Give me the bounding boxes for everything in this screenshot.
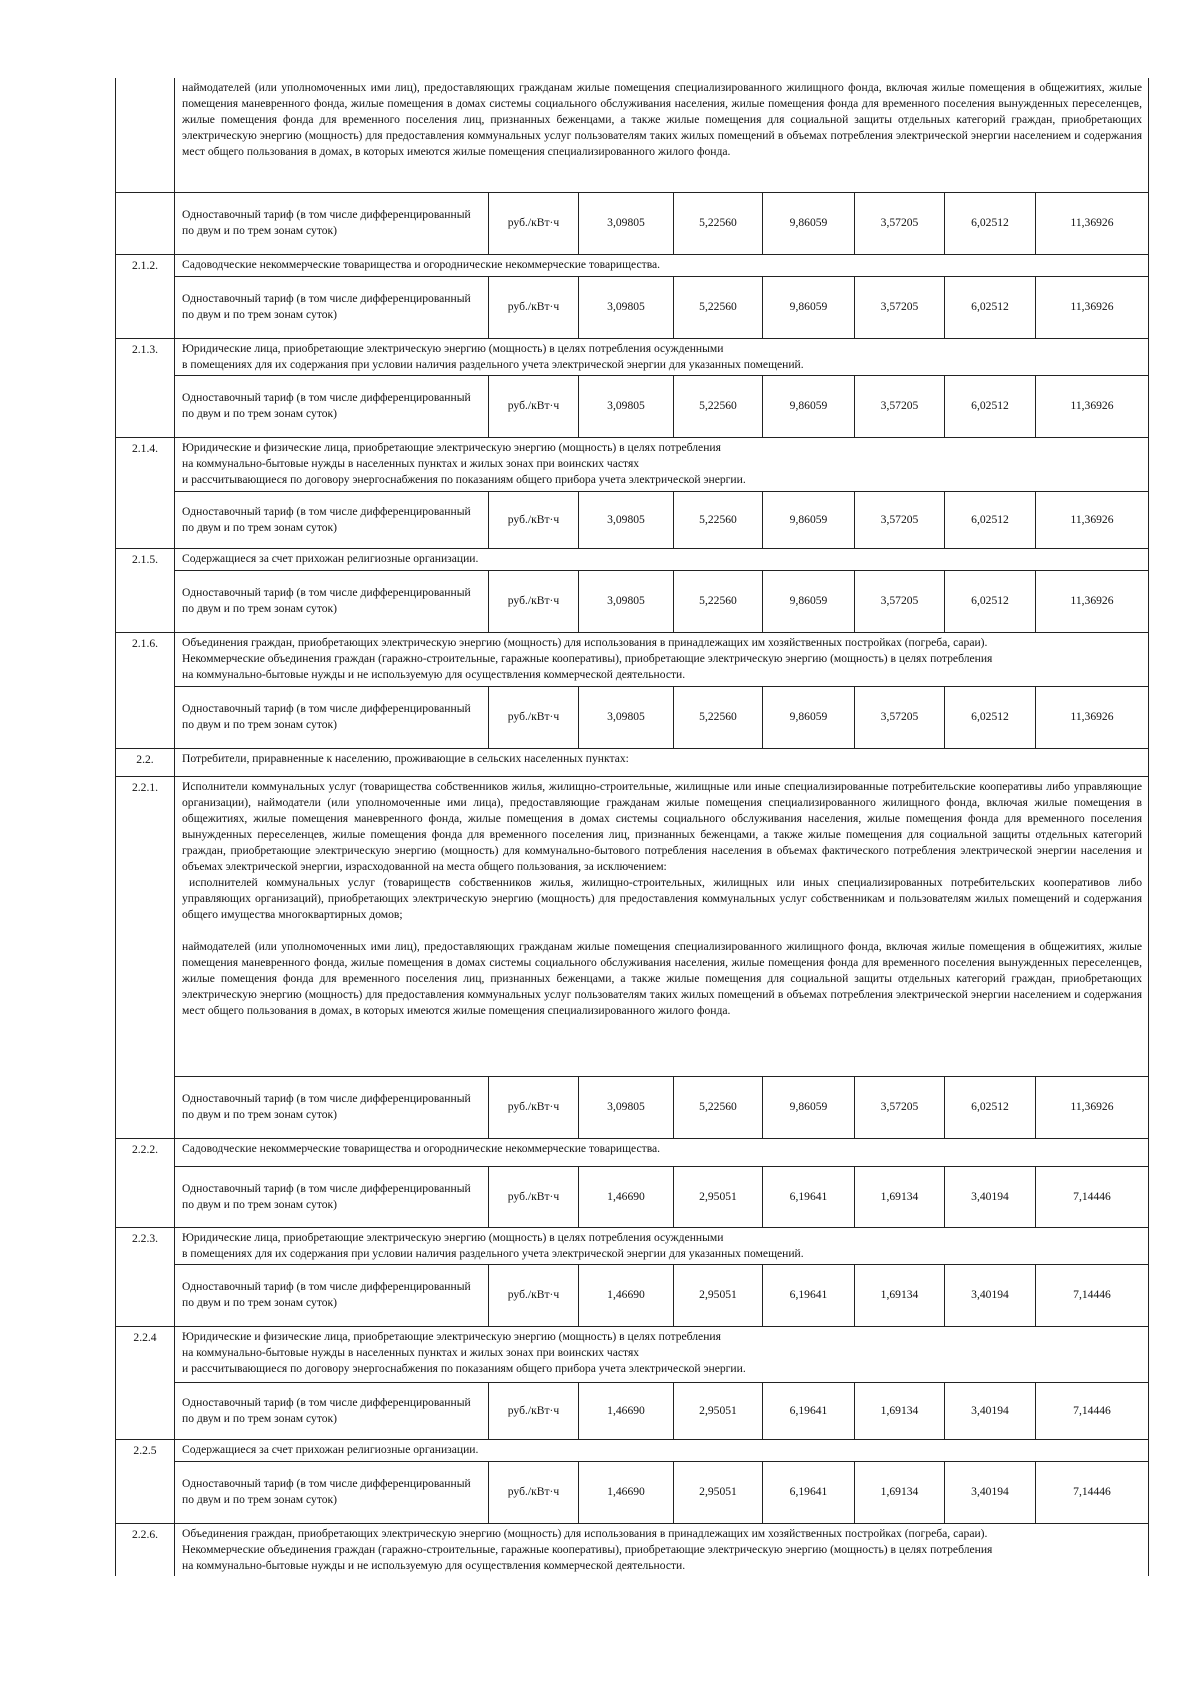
value-cell: 3,09805 — [579, 192, 674, 254]
value-cell: 3,57205 — [855, 375, 945, 437]
value-cell: 11,36926 — [1036, 192, 1149, 254]
section-number: 2.2.2. — [116, 1138, 175, 1227]
value-cell: 6,02512 — [945, 686, 1036, 748]
section-header-row — [116, 1138, 1149, 1166]
section-description — [175, 338, 1149, 375]
unit-cell: руб./кВт·ч — [489, 686, 579, 748]
section-number: 2.2.1. — [116, 776, 175, 1138]
value-cell: 3,40194 — [945, 1382, 1036, 1439]
tariff-row — [116, 375, 1149, 437]
description-line: на коммунально-бытовые нужды в населенных пунктах и жилых зонах при воинских частях — [182, 456, 640, 470]
section-header-row — [116, 1523, 1149, 1576]
value-cell: 3,57205 — [855, 192, 945, 254]
value-cell: 11,36926 — [1036, 686, 1149, 748]
section-description — [175, 1227, 1149, 1264]
value-cell: 9,86059 — [763, 491, 855, 548]
value-cell: 3,57205 — [855, 570, 945, 632]
value-cell: 1,46690 — [579, 1461, 674, 1523]
description-line: Юридические и физические лица, приобретающие электрическую энергию (мощность) в целях потребления — [182, 440, 721, 454]
tariff-row — [116, 1382, 1149, 1439]
value-cell: 11,36926 — [1036, 491, 1149, 548]
section-header-row — [116, 338, 1149, 375]
section-number: 2.1.3. — [116, 338, 175, 437]
continuation-row — [116, 78, 1149, 192]
value-cell: 5,22560 — [674, 192, 763, 254]
value-cell: 9,86059 — [763, 686, 855, 748]
value-cell: 3,09805 — [579, 570, 674, 632]
value-cell: 1,46690 — [579, 1382, 674, 1439]
unit-cell: руб./кВт·ч — [489, 276, 579, 338]
value-cell: 7,14446 — [1036, 1382, 1149, 1439]
value-cell: 7,14446 — [1036, 1461, 1149, 1523]
value-cell: 1,69134 — [855, 1461, 945, 1523]
tariff-label: Одноставочный тариф (в том числе дифференцированный по двум и по трем зонам суток) — [175, 1382, 489, 1439]
value-cell: 6,19641 — [763, 1264, 855, 1326]
tariff-label: Одноставочный тариф (в том числе дифференцированный по двум и по трем зонам суток) — [175, 1076, 489, 1138]
value-cell: 5,22560 — [674, 686, 763, 748]
value-cell: 5,22560 — [674, 491, 763, 548]
value-cell: 9,86059 — [763, 375, 855, 437]
section-description: Потребители, приравненные к населению, проживающие в сельских населенных пунктах: — [175, 748, 1149, 776]
tariff-label: Одноставочный тариф (в том числе дифференцированный по двум и по трем зонам суток) — [175, 491, 489, 548]
value-cell: 3,40194 — [945, 1166, 1036, 1227]
unit-cell: руб./кВт·ч — [489, 192, 579, 254]
tariff-row — [116, 491, 1149, 548]
description-line: в помещениях для их содержания при условии наличия раздельного учета электрической энергии для указанных помещений. — [182, 357, 804, 371]
description-line: в помещениях для их содержания при условии наличия раздельного учета электрической энергии для указанных помещений. — [182, 1246, 804, 1260]
tariff-row — [116, 1076, 1149, 1138]
tariff-label: Одноставочный тариф (в том числе дифференцированный по двум и по трем зонам суток) — [175, 686, 489, 748]
description-paragraph: Исполнители коммунальных услуг (товарищества собственников жилья, жилищно-строительные, жилищные или иные специализированные потребительские кооперативы либо управляющие организации), наймодатели (или уполномоченные ими лица), предоставляющие гражданам жилые помещения специализированного жилищного фонда, включая жилые помещения в общежитиях, жилые помещения маневренного фонда, жилые помещения в домах системы социального обслуживания населения, жилые помещения фонда для временного поселения вынужденных переселенцев, жилые помещения фонда для временного поселения лиц, признанных беженцами, а также жилые помещения для социальной защиты отдельных категорий граждан, приобретающие электрическую энергию (мощность) для коммунально-бытового потребления населения в объемах фактического потребления электрической энергии населения и объемах электрической энергии, израсходованной на места общего пользования, за исключением: — [182, 779, 1143, 873]
value-cell: 6,02512 — [945, 570, 1036, 632]
description-line: Некоммерческие объединения граждан (гаражно-строительные, гаражные кооперативы), приобретающие электрическую энергию (мощность) в целях потребления — [182, 651, 993, 665]
value-cell: 6,02512 — [945, 276, 1036, 338]
unit-cell: руб./кВт·ч — [489, 1264, 579, 1326]
value-cell: 1,69134 — [855, 1166, 945, 1227]
description-line: Юридические лица, приобретающие электрическую энергию (мощность) в целях потребления осужденными — [182, 1230, 724, 1244]
section-header-row — [116, 776, 1149, 1076]
description-line: и рассчитывающиеся по договору энергоснабжения по показаниям общего прибора учета электрической энергии. — [182, 1361, 746, 1375]
value-cell: 7,14446 — [1036, 1264, 1149, 1326]
description-line: Объединения граждан, приобретающих электрическую энергию (мощность) для использования в принадлежащих им хозяйственных постройках (погреба, сараи). — [182, 635, 988, 649]
value-cell: 3,57205 — [855, 276, 945, 338]
section-header-row — [116, 1227, 1149, 1264]
tariff-label: Одноставочный тариф (в том числе дифференцированный по двум и по трем зонам суток) — [175, 570, 489, 632]
tariff-row — [116, 276, 1149, 338]
value-cell: 1,69134 — [855, 1264, 945, 1326]
value-cell: 3,57205 — [855, 686, 945, 748]
description-paragraph: исполнителей коммунальных услуг (товариществ собственников жилья, жилищно-строительных, жилищных или иных специализированных потребительских кооперативов либо управляющих организаций), приобретающих электрическую энергию (мощность) для предоставления коммунальных услуг собственникам и пользователям жилых помещений и содержания общего имущества многоквартирных домов; — [182, 875, 1143, 921]
section-header-row — [116, 632, 1149, 686]
section-description: Содержащиеся за счет прихожан религиозные организации. — [175, 548, 1149, 570]
section-number: 2.2.6. — [116, 1523, 175, 1576]
description-line: Некоммерческие объединения граждан (гаражно-строительные, гаражные кооперативы), приобретающие электрическую энергию (мощность) в целях потребления — [182, 1542, 993, 1556]
tariff-row — [116, 686, 1149, 748]
section-number: 2.2.5 — [116, 1439, 175, 1523]
value-cell: 5,22560 — [674, 570, 763, 632]
section-description: Содержащиеся за счет прихожан религиозные организации. — [175, 1439, 1149, 1461]
section-description: Садоводческие некоммерческие товарищества и огороднические некоммерческие товарищества. — [175, 1138, 1149, 1166]
value-cell: 3,09805 — [579, 375, 674, 437]
tariff-label: Одноставочный тариф (в том числе дифференцированный по двум и по трем зонам суток) — [175, 192, 489, 254]
section-number: 2.1.5. — [116, 548, 175, 632]
value-cell: 11,36926 — [1036, 570, 1149, 632]
unit-cell: руб./кВт·ч — [489, 1076, 579, 1138]
description-line: на коммунально-бытовые нужды и не используемую для осуществления коммерческой деятельности. — [182, 667, 686, 681]
tariff-label: Одноставочный тариф (в том числе дифференцированный по двум и по трем зонам суток) — [175, 1166, 489, 1227]
section-number: 2.1.6. — [116, 632, 175, 748]
tariff-label: Одноставочный тариф (в том числе дифференцированный по двум и по трем зонам суток) — [175, 276, 489, 338]
tariff-table — [115, 78, 1149, 1576]
tariff-row — [116, 192, 1149, 254]
value-cell: 2,95051 — [674, 1461, 763, 1523]
value-cell: 7,14446 — [1036, 1166, 1149, 1227]
row-number — [116, 78, 175, 192]
section-number: 2.2.4 — [116, 1326, 175, 1439]
value-cell: 2,95051 — [674, 1166, 763, 1227]
section-number: 2.2.3. — [116, 1227, 175, 1326]
tariff-label: Одноставочный тариф (в том числе дифференцированный по двум и по трем зонам суток) — [175, 1461, 489, 1523]
section-description — [175, 1326, 1149, 1382]
value-cell: 9,86059 — [763, 570, 855, 632]
value-cell: 2,95051 — [674, 1264, 763, 1326]
value-cell: 6,19641 — [763, 1382, 855, 1439]
continuation-text: наймодателей (или уполномоченных ими лиц), предоставляющих гражданам жилые помещения специализированного жилищного фонда, включая жилые помещения в общежитиях, жилые помещения маневренного фонда, жилые помещения в домах системы социального обслуживания населения, жилые помещения фонда для временного поселения вынужденных переселенцев, жилые помещения фонда для временного поселения лиц, признанных беженцами, а также жилые помещения для социальной защиты отдельных категорий граждан, приобретающих электрическую энергию (мощность) для предоставления коммунальных услуг пользователям таких жилых помещений в объемах потребления электрической энергии населением и содержания мест общего пользования в домах, в которых имеются жилые помещения специализированного жилого фонда. — [175, 78, 1149, 192]
description-line: Юридические и физические лица, приобретающие электрическую энергию (мощность) в целях потребления — [182, 1329, 721, 1343]
section-number: 2.1.2. — [116, 254, 175, 338]
value-cell: 1,69134 — [855, 1382, 945, 1439]
value-cell: 3,57205 — [855, 1076, 945, 1138]
tariff-row — [116, 1166, 1149, 1227]
description-line: на коммунально-бытовые нужды и не используемую для осуществления коммерческой деятельности. — [182, 1558, 686, 1572]
description-line: на коммунально-бытовые нужды в населенных пунктах и жилых зонах при воинских частях — [182, 1345, 640, 1359]
tariff-row — [116, 1264, 1149, 1326]
value-cell: 6,02512 — [945, 375, 1036, 437]
value-cell: 5,22560 — [674, 1076, 763, 1138]
value-cell: 9,86059 — [763, 276, 855, 338]
value-cell: 6,19641 — [763, 1166, 855, 1227]
tariff-row — [116, 1461, 1149, 1523]
section-description — [175, 776, 1149, 1076]
value-cell: 5,22560 — [674, 375, 763, 437]
section-header-row — [116, 748, 1149, 776]
value-cell: 1,46690 — [579, 1166, 674, 1227]
section-description — [175, 632, 1149, 686]
value-cell: 3,09805 — [579, 1076, 674, 1138]
value-cell: 1,46690 — [579, 1264, 674, 1326]
tariff-label: Одноставочный тариф (в том числе дифференцированный по двум и по трем зонам суток) — [175, 1264, 489, 1326]
value-cell: 11,36926 — [1036, 276, 1149, 338]
unit-cell: руб./кВт·ч — [489, 1382, 579, 1439]
section-header-row — [116, 437, 1149, 491]
description-line: Объединения граждан, приобретающих электрическую энергию (мощность) для использования в принадлежащих им хозяйственных постройках (погреба, сараи). — [182, 1526, 988, 1540]
unit-cell: руб./кВт·ч — [489, 375, 579, 437]
section-description — [175, 1523, 1149, 1576]
section-header-row — [116, 254, 1149, 276]
unit-cell: руб./кВт·ч — [489, 570, 579, 632]
value-cell: 3,09805 — [579, 686, 674, 748]
row-number — [116, 192, 175, 254]
value-cell: 6,02512 — [945, 491, 1036, 548]
tariff-label: Одноставочный тариф (в том числе дифференцированный по двум и по трем зонам суток) — [175, 375, 489, 437]
value-cell: 9,86059 — [763, 192, 855, 254]
section-header-row — [116, 1326, 1149, 1382]
value-cell: 3,09805 — [579, 491, 674, 548]
tariff-row — [116, 570, 1149, 632]
value-cell: 3,57205 — [855, 491, 945, 548]
section-description: Садоводческие некоммерческие товарищества и огороднические некоммерческие товарищества. — [175, 254, 1149, 276]
section-description — [175, 437, 1149, 491]
section-header-row — [116, 548, 1149, 570]
unit-cell: руб./кВт·ч — [489, 1166, 579, 1227]
value-cell: 2,95051 — [674, 1382, 763, 1439]
value-cell: 6,02512 — [945, 192, 1036, 254]
description-line: Юридические лица, приобретающие электрическую энергию (мощность) в целях потребления осужденными — [182, 341, 724, 355]
unit-cell: руб./кВт·ч — [489, 1461, 579, 1523]
value-cell: 9,86059 — [763, 1076, 855, 1138]
section-header-row — [116, 1439, 1149, 1461]
description-paragraph: наймодателей (или уполномоченных ими лиц), предоставляющих гражданам жилые помещения специализированного жилищного фонда, включая жилые помещения в общежитиях, жилые помещения маневренного фонда, жилые помещения в домах системы социального обслуживания населения, жилые помещения фонда для временного поселения вынужденных переселенцев, жилые помещения фонда для временного поселения лиц, признанных беженцами, а также жилые помещения для социальной защиты отдельных категорий граждан, приобретающих электрическую энергию (мощность) для предоставления коммунальных услуг пользователям таких жилых помещений в объемах потребления электрической энергии населением и содержания мест общего пользования в домах, в которых имеются жилые помещения специализированного жилого фонда. — [182, 939, 1143, 1017]
value-cell: 3,40194 — [945, 1461, 1036, 1523]
section-number: 2.1.4. — [116, 437, 175, 548]
value-cell: 6,19641 — [763, 1461, 855, 1523]
value-cell: 5,22560 — [674, 276, 763, 338]
unit-cell: руб./кВт·ч — [489, 491, 579, 548]
value-cell: 3,40194 — [945, 1264, 1036, 1326]
value-cell: 6,02512 — [945, 1076, 1036, 1138]
tariff-document-page — [115, 78, 1148, 1576]
value-cell: 11,36926 — [1036, 375, 1149, 437]
section-number: 2.2. — [116, 748, 175, 776]
value-cell: 11,36926 — [1036, 1076, 1149, 1138]
value-cell: 3,09805 — [579, 276, 674, 338]
description-line: и рассчитывающиеся по договору энергоснабжения по показаниям общего прибора учета электрической энергии. — [182, 472, 746, 486]
